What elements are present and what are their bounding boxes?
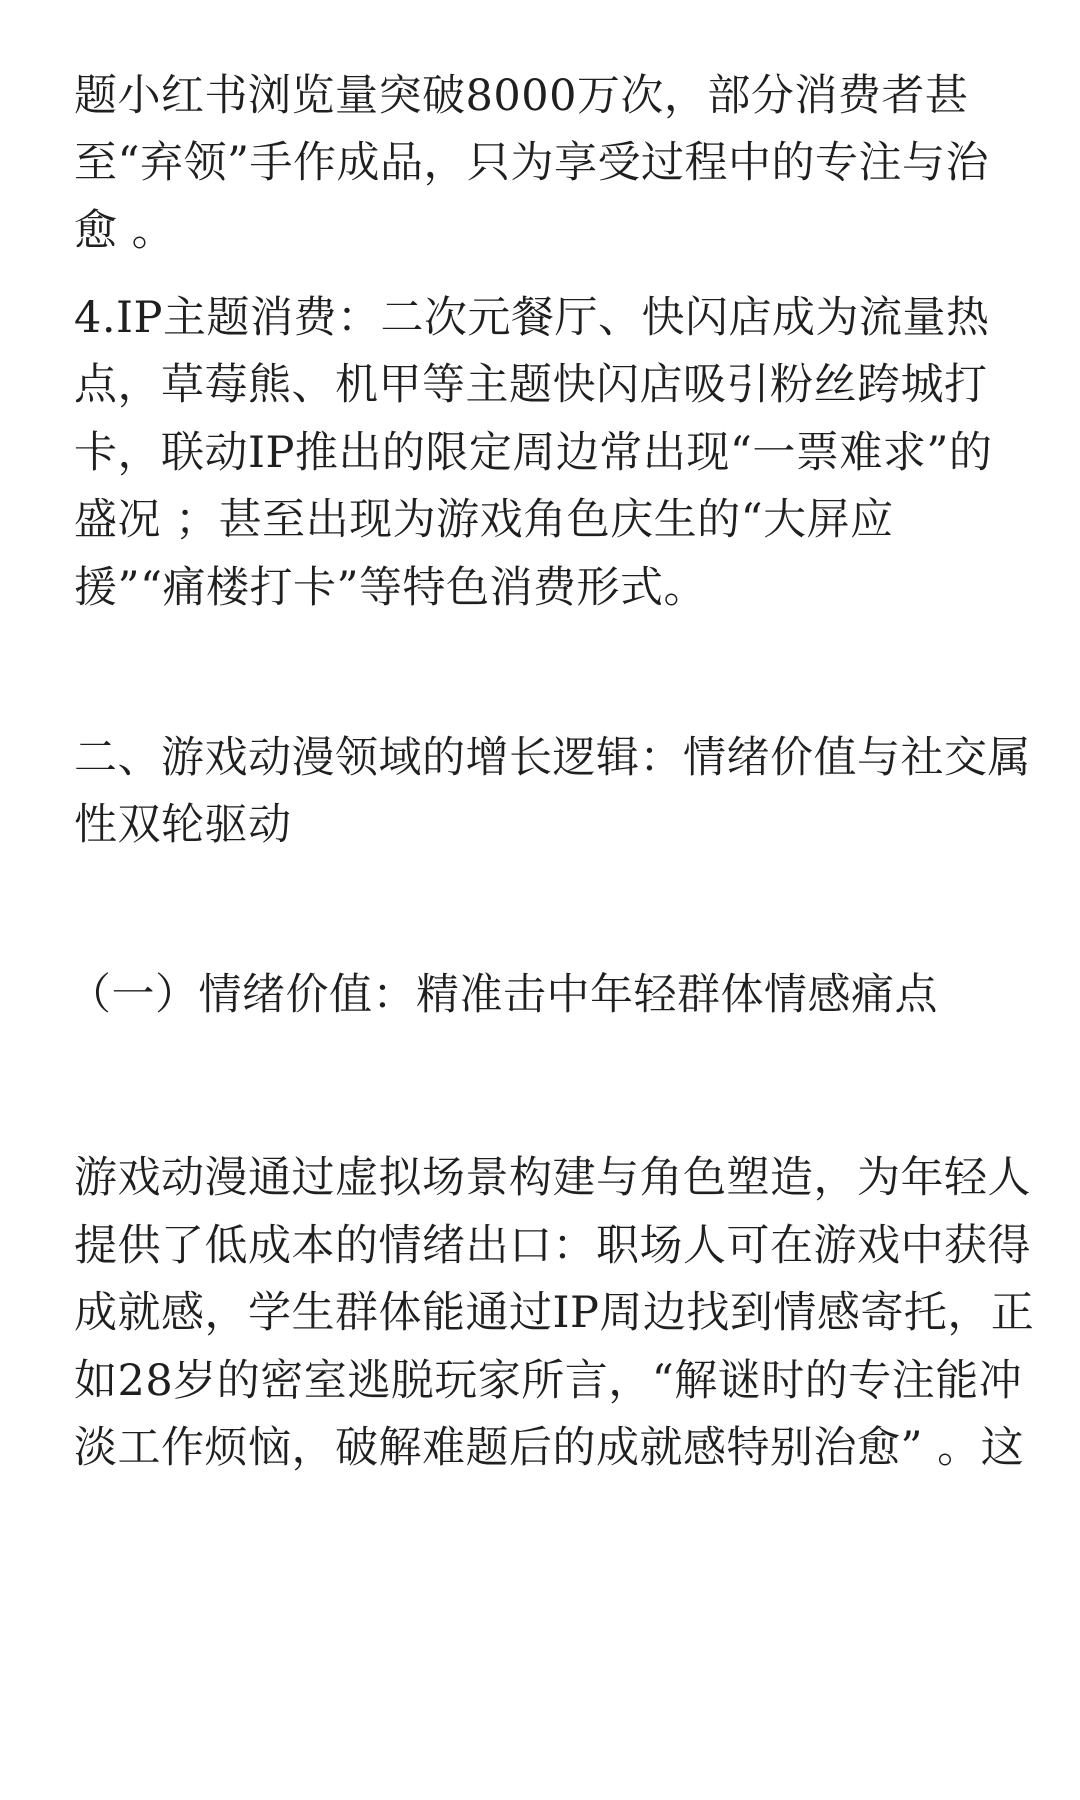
heading-line: 二、游戏动漫领域的增长逻辑：情绪价值与社交属 (74, 733, 1031, 783)
text-line: 至“弃领”手作成品，只为享受过程中的专注与治 (74, 138, 989, 188)
text-line: 卡，联动IP推出的限定周边常出现“一票难求”的 (74, 428, 993, 478)
text-line: 愈 。 (74, 206, 176, 256)
text-line: 如28岁的密室逃脱玩家所言，“解谜时的专注能冲 (74, 1356, 1023, 1406)
text-line: 提供了低成本的情绪出口：职场人可在游戏中获得 (74, 1221, 1031, 1271)
text-line: 盛况 ；甚至出现为游戏角色庆生的“大屏应 (74, 495, 894, 545)
text-line: 4.IP主题消费：二次元餐厅、快闪店成为流量热 (74, 293, 990, 343)
text-line: 援”“痛楼打卡”等特色消费形式。 (74, 563, 707, 613)
text-line: 游戏动漫通过虚拟场景构建与角色塑造，为年轻人 (74, 1153, 1031, 1203)
text-line: 题小红书浏览量突破8000万次，部分消费者甚 (74, 71, 969, 121)
heading-line: 性双轮驱动 (74, 800, 292, 850)
text-line: 淡工作烦恼，破解难题后的成就感特别治愈” 。这 (74, 1423, 1025, 1473)
text-line: 点，草莓熊、机甲等主题快闪店吸引粉丝跨城打 (74, 360, 988, 410)
heading-line: （一）情绪价值：精准击中年轻群体情感痛点 (68, 970, 938, 1020)
text-line: 成就感，学生群体能通过IP周边找到情感寄托，正 (74, 1288, 1035, 1338)
